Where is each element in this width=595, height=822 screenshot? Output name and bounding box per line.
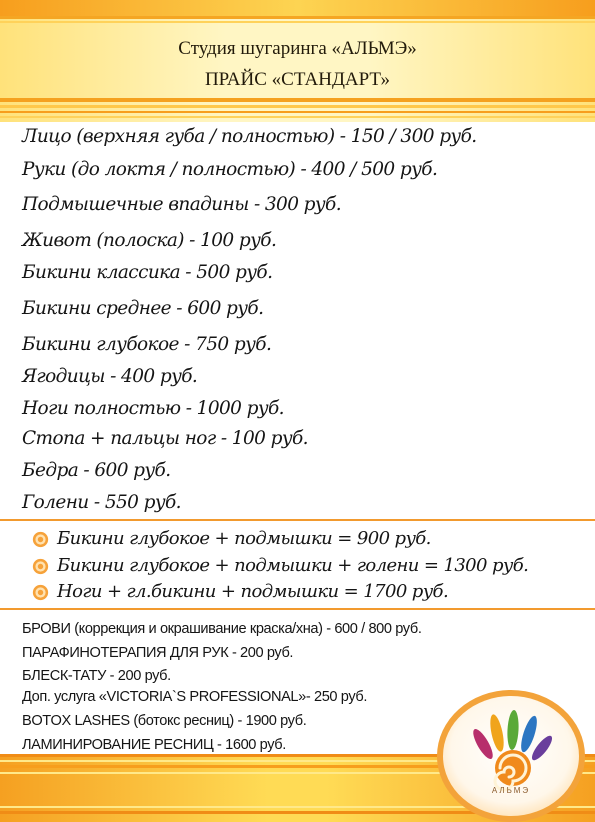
- header-stripe: [0, 111, 595, 113]
- price-item: Лицо (верхняя губа / полностью) - 150 / 300 руб.: [22, 126, 477, 147]
- header-stripe: [0, 21, 595, 23]
- price-item: Бедра - 600 руб.: [22, 460, 171, 481]
- section-divider: [0, 519, 595, 521]
- extra-item: БРОВИ (коррекция и окрашивание краска/хна) - 600 / 800 руб.: [22, 621, 422, 637]
- extra-item: BOTOX LASHES (ботокс ресниц) - 1900 руб.: [22, 713, 307, 729]
- bullet-icon: [32, 531, 49, 548]
- combo-item: [32, 526, 431, 552]
- price-title: ПРАЙС «СТАНДАРТ»: [204, 69, 391, 90]
- header-stripe: [0, 116, 595, 118]
- section-divider: [0, 608, 595, 610]
- price-item: Подмышечные впадины - 300 руб.: [22, 194, 342, 215]
- header-stripe: [0, 98, 595, 102]
- price-item: Ноги полностью - 1000 руб.: [22, 398, 284, 419]
- price-item: Живот (полоска) - 100 руб.: [22, 230, 277, 251]
- combo-text: Ноги + гл.бикини + подмышки = 1700 руб.: [57, 581, 449, 602]
- price-item: Ягодицы - 400 руб.: [22, 366, 198, 387]
- price-item: Стопа + пальцы ног - 100 руб.: [22, 428, 308, 449]
- header-title: [0, 33, 595, 95]
- studio-logo: [433, 688, 589, 822]
- bullet-icon: [32, 558, 49, 575]
- studio-name: Студия шугаринга «АЛЬМЭ»: [178, 38, 417, 59]
- combo-text: Бикини глубокое + подмышки = 900 руб.: [57, 528, 431, 549]
- price-item: Руки (до локтя / полностью) - 400 / 500 руб.: [22, 159, 438, 180]
- extra-item: Доп. услуга «VICTORIA`S PROFESSIONAL»- 250 руб.: [22, 689, 368, 705]
- hand-spiral-logo-icon: [433, 688, 589, 822]
- price-item: Бикини среднее - 600 руб.: [22, 298, 264, 319]
- logo-text: АЛЬМЭ: [491, 786, 531, 795]
- combo-item: [32, 579, 448, 605]
- header-stripe: [0, 105, 595, 108]
- bullet-icon: [32, 584, 49, 601]
- header-stripe: [0, 16, 595, 19]
- combo-text: Бикини глубокое + подмышки + голени = 1300 руб.: [57, 555, 529, 576]
- header-top-band: [0, 0, 595, 16]
- combo-item: [32, 553, 528, 579]
- price-item: Голени - 550 руб.: [22, 492, 181, 513]
- extra-item: ПАРАФИНОТЕРАПИЯ ДЛЯ РУК - 200 руб.: [22, 645, 294, 661]
- price-item: Бикини классика - 500 руб.: [22, 262, 273, 283]
- extra-item: ЛАМИНИРОВАНИЕ РЕСНИЦ - 1600 руб.: [22, 737, 286, 753]
- price-item: Бикини глубокое - 750 руб.: [22, 334, 272, 355]
- extra-item: БЛЕСК-ТАТУ - 200 руб.: [22, 668, 171, 684]
- header-banner: [0, 0, 595, 122]
